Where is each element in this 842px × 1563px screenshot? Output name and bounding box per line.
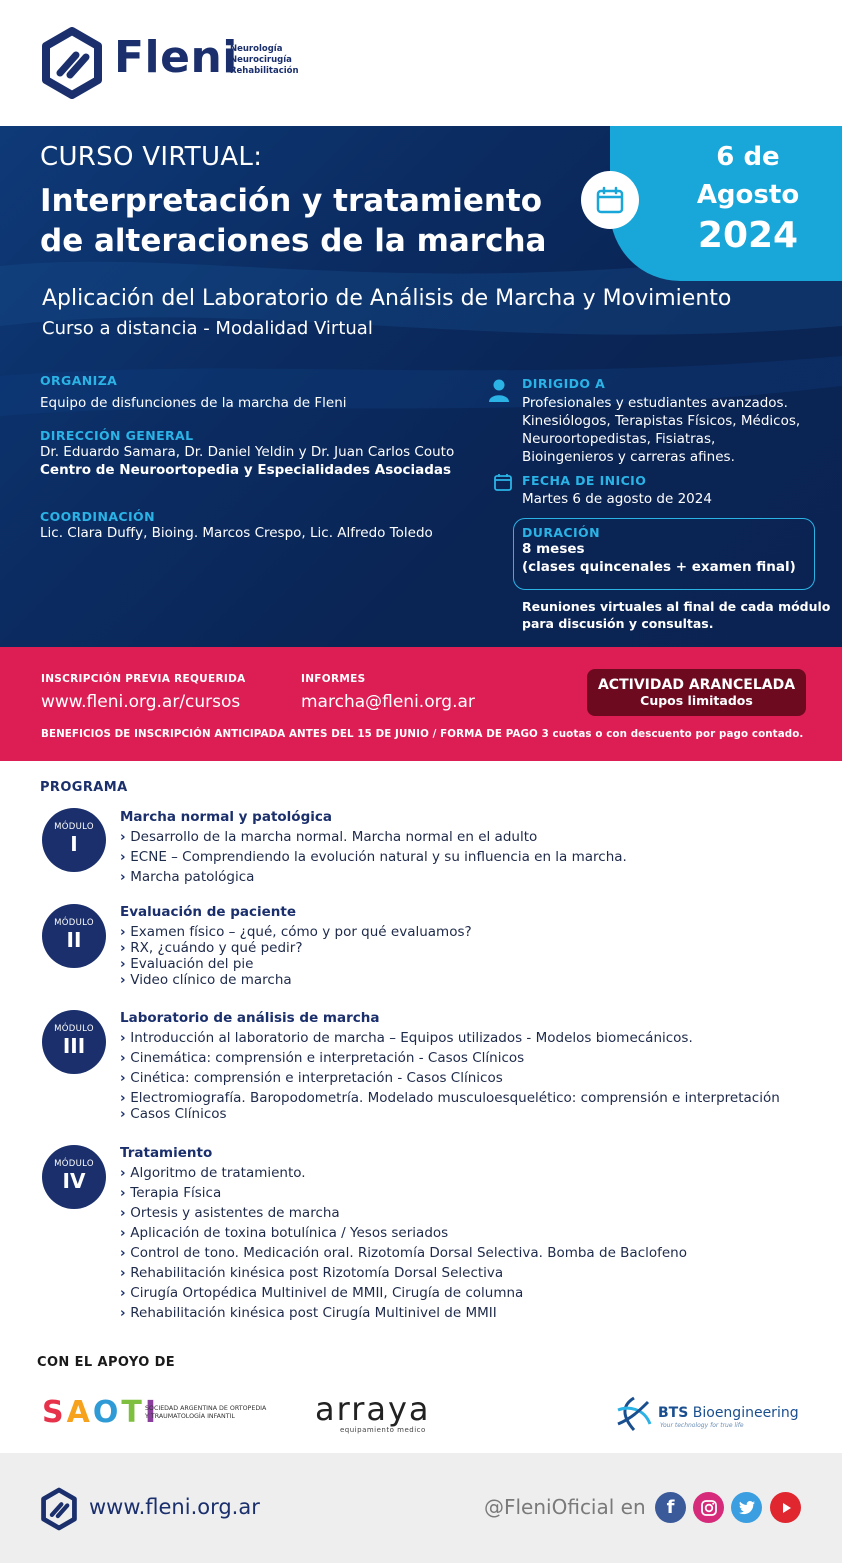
duracion-detail: (clases quincenales + examen final)	[522, 559, 796, 575]
module-badge-2: MÓDULO II	[42, 904, 106, 968]
fecha-label: FECHA DE INICIO	[522, 473, 647, 488]
apoyo-title: CON EL APOYO DE	[37, 1355, 176, 1370]
organiza-block	[40, 373, 347, 412]
duracion-value: 8 meses	[522, 541, 585, 557]
module-item: › Ortesis y asistentes de marcha	[120, 1205, 340, 1221]
coordinacion-block	[40, 509, 433, 542]
course-subtitle: Aplicación del Laboratorio de Análisis de Marcha y Movimiento	[42, 286, 732, 311]
module-item: › Desarrollo de la marcha normal. Marcha normal en el adulto	[120, 829, 537, 845]
module-item: › Marcha patológica	[120, 869, 254, 885]
direccion-block	[40, 428, 454, 479]
course-title: Interpretación y tratamiento de alteraciones de la marcha	[40, 183, 547, 259]
course-modality: Curso a distancia - Modalidad Virtual	[42, 318, 373, 339]
footer	[0, 1453, 842, 1563]
organiza-value: Equipo de disfunciones de la marcha de Fleni	[40, 395, 347, 411]
coordinacion-label: COORDINACIÓN	[40, 509, 155, 524]
course-kicker: CURSO VIRTUAL:	[40, 142, 263, 172]
coordinacion-value: Lic. Clara Duffy, Bioing. Marcos Crespo, Lic. Alfredo Toledo	[40, 525, 433, 541]
fleni-wordmark: Fleni	[114, 32, 238, 83]
module-item: › ECNE – Comprendiendo la evolución natural y su influencia en la marcha.	[120, 849, 627, 865]
event-date: 6 de Agosto 2024	[696, 142, 800, 256]
informes-email[interactable]: marcha@fleni.org.ar	[301, 692, 475, 712]
fleni-logo-icon	[40, 27, 104, 99]
registration-band	[0, 647, 842, 761]
module-item: › Casos Clínicos	[120, 1106, 227, 1122]
saoti-subtitle: SOCIEDAD ARGENTINA DE ORTOPEDIA Y TRAUMATOLOGÍA INFANTIL	[145, 1405, 267, 1420]
dirigido-block: DIRIGIDO A Profesionales y estudiantes avanzados. Kinesiólogos, Terapistas Físicos, Médicos, Neuroortopedistas, Fisiatras, Bioingenieros y carreras afines.	[522, 376, 801, 465]
youtube-icon[interactable]	[770, 1492, 801, 1523]
inscripcion-link[interactable]: www.fleni.org.ar/cursos	[41, 692, 241, 712]
informes-label: INFORMES	[301, 673, 366, 685]
bts-subtitle: Your technology for true life	[660, 1422, 744, 1429]
footer-social-handle: @FleniOficial en	[484, 1495, 646, 1519]
module-title: Evaluación de paciente	[120, 904, 296, 920]
module-item: › Cinética: comprensión e interpretación - Casos Clínicos	[120, 1070, 503, 1086]
person-icon	[488, 378, 510, 402]
saoti-logo: SAOTI	[42, 1395, 159, 1430]
module-item: › Terapia Física	[120, 1185, 221, 1201]
hero-section	[0, 126, 842, 647]
module-title: Marcha normal y patológica	[120, 809, 332, 825]
programa-title: PROGRAMA	[40, 780, 128, 795]
beneficios-note: BENEFICIOS DE INSCRIPCIÓN ANTICIPADA ANTES DEL 15 DE JUNIO / FORMA DE PAGO 3 cuotas o con descuento por pago contado.	[41, 728, 804, 740]
direccion-center: Centro de Neuroortopedia y Especialidades Asociadas	[40, 462, 452, 478]
reuniones-note: Reuniones virtuales al final de cada módulo para discusión y consultas.	[522, 599, 831, 631]
fleni-footer-logo-icon	[40, 1487, 78, 1531]
duracion-label: DURACIÓN	[522, 525, 600, 540]
bts-logo: BTS Bioengineering	[658, 1405, 799, 1421]
module-badge-4: MÓDULO IV	[42, 1145, 106, 1209]
module-item: › Video clínico de marcha	[120, 972, 292, 988]
twitter-icon[interactable]	[731, 1492, 762, 1523]
fleni-tagline: Neurología Neurocirugía Rehabilitación	[230, 44, 299, 76]
header	[0, 0, 842, 126]
module-item: › Examen físico – ¿qué, cómo y por qué evaluamos?	[120, 924, 472, 940]
module-badge-1: MÓDULO I	[42, 808, 106, 872]
fecha-value: Martes 6 de agosto de 2024	[522, 491, 712, 507]
direccion-value: Dr. Eduardo Samara, Dr. Daniel Yeldin y Dr. Juan Carlos Couto	[40, 444, 455, 460]
module-item: › Evaluación del pie	[120, 956, 253, 972]
module-item: › Cinemática: comprensión e interpretación - Casos Clínicos	[120, 1050, 524, 1066]
organiza-label: ORGANIZA	[40, 373, 118, 388]
module-title: Tratamiento	[120, 1145, 213, 1161]
duracion-box	[513, 518, 815, 590]
inscripcion-label: INSCRIPCIÓN PREVIA REQUERIDA	[41, 673, 246, 685]
direccion-label: DIRECCIÓN GENERAL	[40, 428, 194, 443]
module-item: › Algoritmo de tratamiento.	[120, 1165, 306, 1181]
module-item: › Rehabilitación kinésica post Cirugía Multinivel de MMII	[120, 1305, 497, 1321]
module-item: › Electromiografía. Baropodometría. Modelado musculoesquelético: comprensión e interpretación	[120, 1090, 780, 1106]
arancelada-badge: ACTIVIDAD ARANCELADA Cupos limitados	[587, 669, 806, 716]
calendar-small-icon	[493, 472, 513, 492]
bts-logo-icon	[614, 1396, 654, 1432]
footer-url[interactable]: www.fleni.org.ar	[89, 1495, 260, 1519]
module-item: › Rehabilitación kinésica post Rizotomía Dorsal Selectiva	[120, 1265, 503, 1281]
module-badge-3: MÓDULO III	[42, 1010, 106, 1074]
module-title: Laboratorio de análisis de marcha	[120, 1010, 380, 1026]
module-item: › Control de tono. Medicación oral. Rizotomía Dorsal Selectiva. Bomba de Baclofeno	[120, 1245, 687, 1261]
module-item: › Introducción al laboratorio de marcha – Equipos utilizados - Modelos biomecánicos.	[120, 1030, 693, 1046]
arraya-subtitle: equipamiento medico	[340, 1426, 426, 1434]
module-item: › Aplicación de toxina botulínica / Yesos seriados	[120, 1225, 448, 1241]
dirigido-label: DIRIGIDO A	[522, 376, 606, 391]
arraya-logo: arraya	[315, 1390, 431, 1428]
module-item: › RX, ¿cuándo y qué pedir?	[120, 940, 302, 956]
fecha-block	[522, 473, 712, 508]
module-item: › Cirugía Ortopédica Multinivel de MMII, Cirugía de columna	[120, 1285, 523, 1301]
instagram-icon[interactable]	[693, 1492, 724, 1523]
facebook-icon[interactable]: f	[655, 1492, 686, 1523]
